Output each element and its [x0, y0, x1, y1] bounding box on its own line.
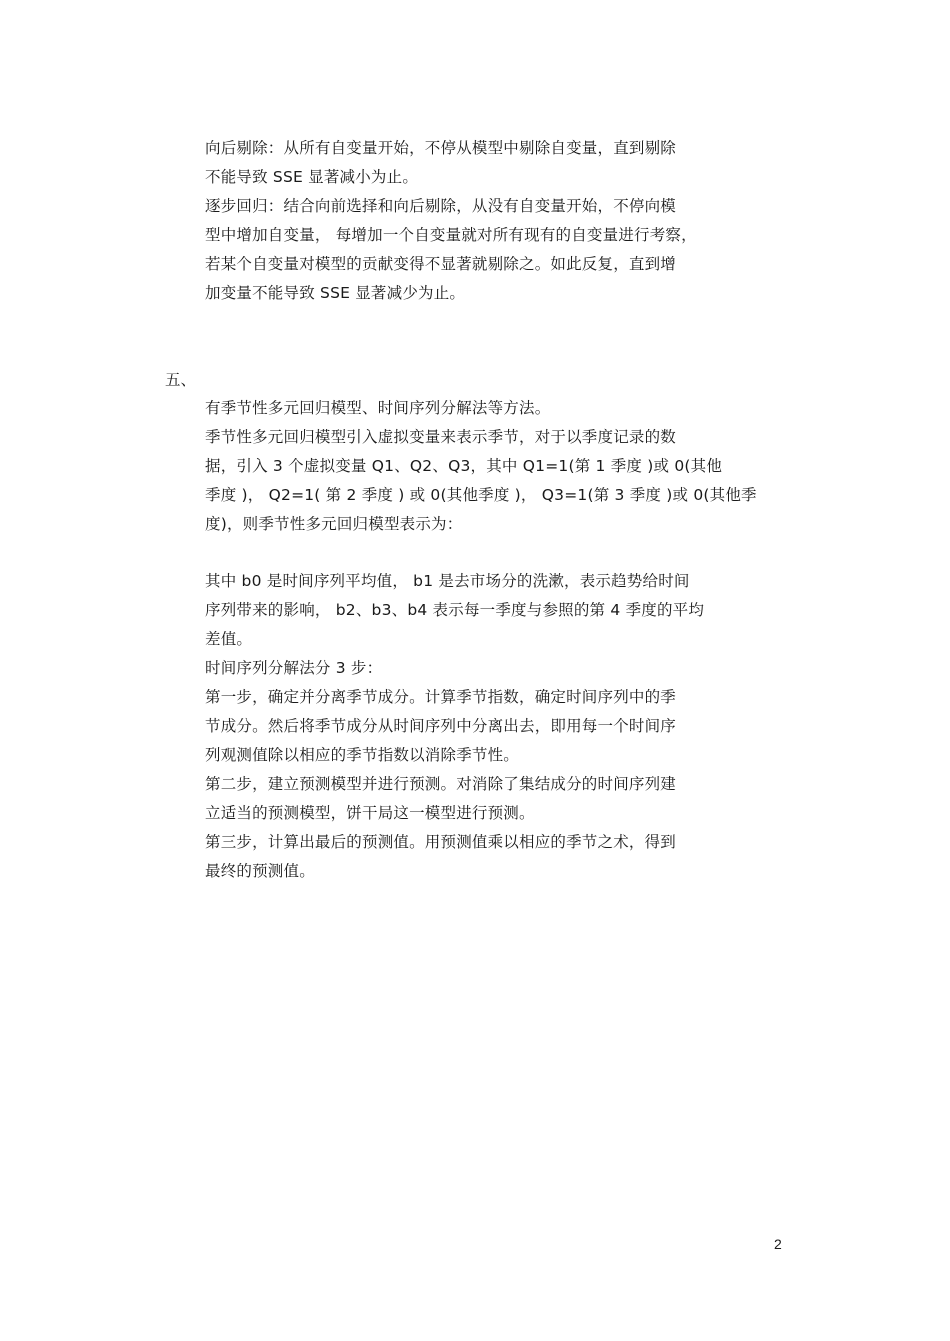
- text-line: 不能导致 SSE 显著减小为止。: [205, 168, 419, 186]
- section-heading-five: 五、: [165, 371, 197, 389]
- text-line: 向后剔除：从所有自变量开始，不停从模型中剔除自变量，直到剔除: [205, 139, 677, 157]
- text-line: 逐步回归：结合向前选择和向后剔除，从没有自变量开始，不停向模: [205, 197, 677, 215]
- text-line: 序列带来的影响， b2、b3、b4 表示每一季度与参照的第 4 季度的平均: [205, 601, 705, 619]
- text-line: 据，引入 3 个虚拟变量 Q1、Q2、Q3，其中 Q1=1(第 1 季度 )或 0(其他: [205, 457, 723, 475]
- text-line: 列观测值除以相应的季节指数以消除季节性。: [205, 746, 520, 764]
- text-line: 差值。: [205, 630, 253, 648]
- text-line: 季度 )， Q2=1( 第 2 季度 ) 或 0(其他季度 )， Q3=1(第 3 季度 )或 0(其他季: [205, 486, 757, 504]
- text-line: 第三步，计算出最后的预测值。用预测值乘以相应的季节之术，得到: [205, 833, 677, 851]
- text-line: 有季节性多元回归模型、时间序列分解法等方法。: [205, 399, 551, 417]
- text-line: 型中增加自变量， 每增加一个自变量就对所有现有的自变量进行考察，: [205, 226, 697, 244]
- text-line: 季节性多元回归模型引入虚拟变量来表示季节，对于以季度记录的数: [205, 428, 677, 446]
- text-line: 其中 b0 是时间序列平均值， b1 是去市场分的洗漱，表示趋势给时间: [205, 572, 690, 590]
- text-line: 最终的预测值。: [205, 862, 315, 880]
- text-line: 节成分。然后将季节成分从时间序列中分离出去，即用每一个时间序: [205, 717, 677, 735]
- text-line: 若某个自变量对模型的贡献变得不显著就剔除之。如此反复，直到增: [205, 255, 677, 273]
- text-line: 时间序列分解法分 3 步：: [205, 659, 383, 677]
- text-line: 立适当的预测模型，饼干局这一模型进行预测。: [205, 804, 535, 822]
- text-line: 度)，则季节性多元回归模型表示为：: [205, 515, 463, 533]
- text-line: 加变量不能导致 SSE 显著减少为止。: [205, 284, 466, 302]
- page-number: 2: [774, 1236, 782, 1252]
- text-line: 第一步，确定并分离季节成分。计算季节指数，确定时间序列中的季: [205, 688, 677, 706]
- text-line: 第二步，建立预测模型并进行预测。对消除了集结成分的时间序列建: [205, 775, 677, 793]
